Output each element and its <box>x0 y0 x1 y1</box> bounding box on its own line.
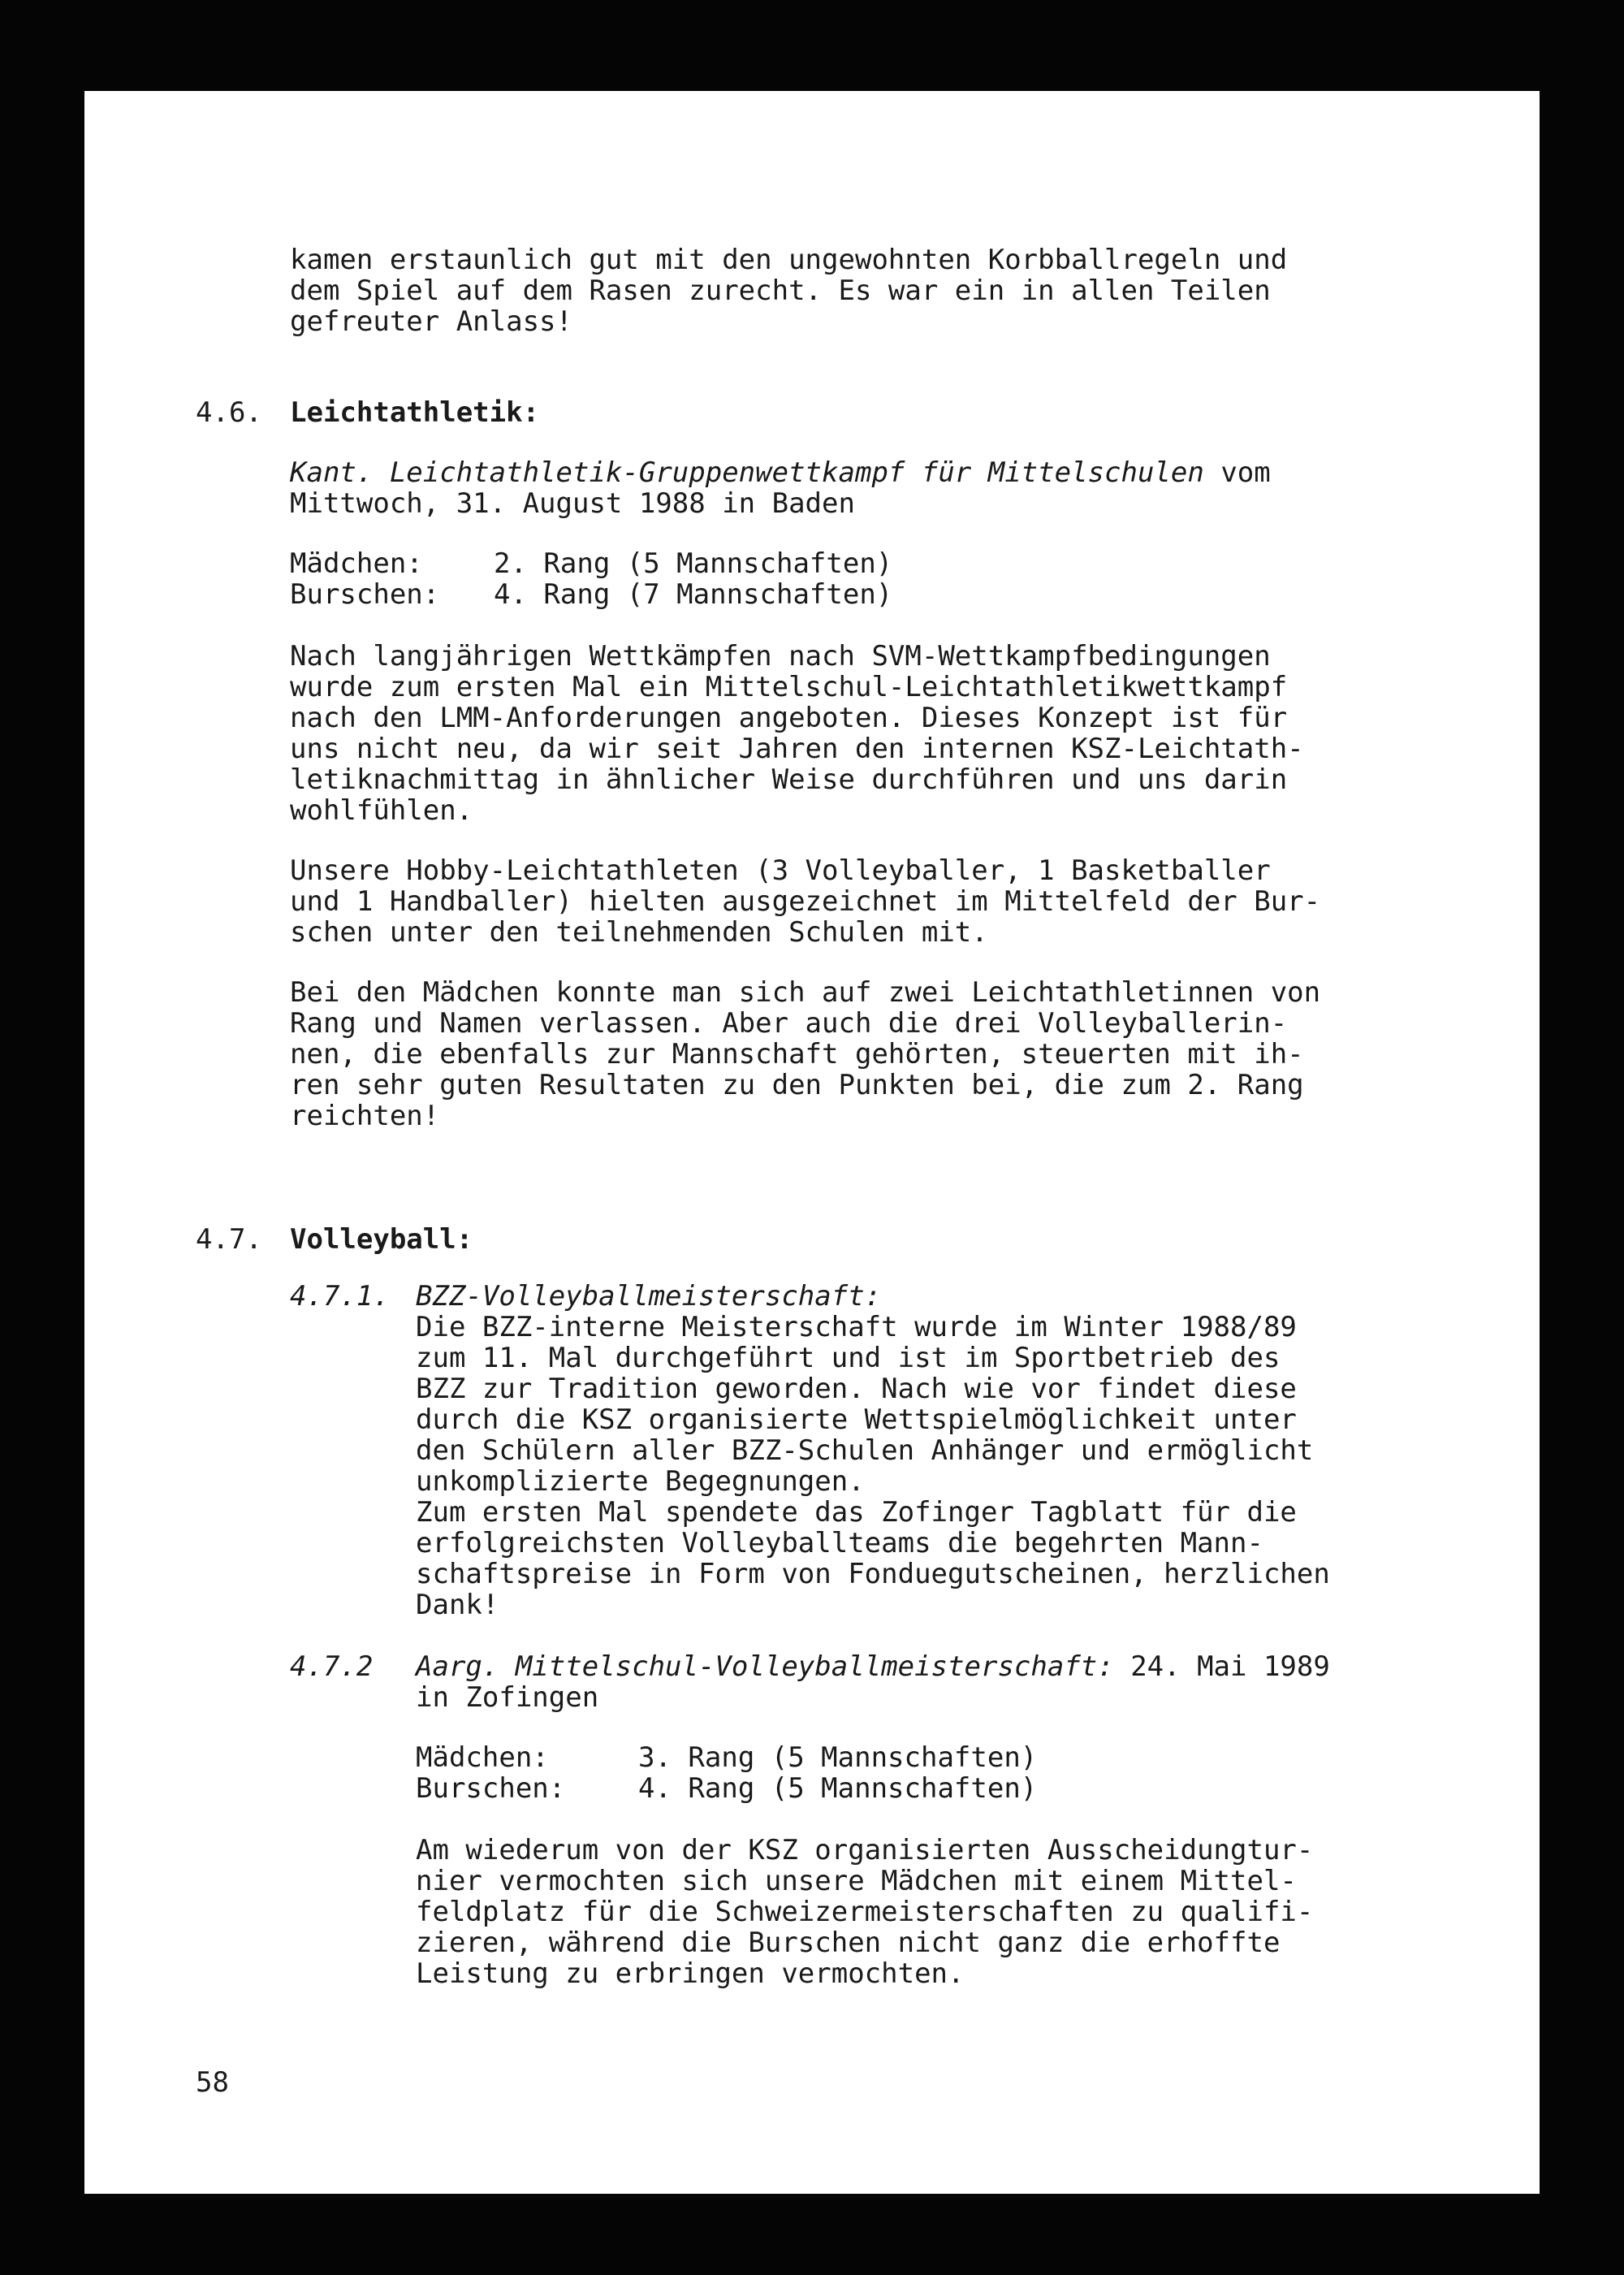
intro-line: dem Spiel auf dem Rasen zurecht. Es war ein in allen Teilen <box>290 275 1271 307</box>
section-number: 4.6. <box>196 396 262 429</box>
subsection-date: 24. Mai 1989 <box>1113 1650 1330 1683</box>
paragraph-line: Rang und Namen verlassen. Aber auch die drei Volleyballerin- <box>290 1007 1288 1040</box>
subsection-line: nier vermochten sich unsere Mädchen mit einem Mittel- <box>416 1865 1297 1897</box>
paragraph-line: schen unter den teilnehmenden Schulen mit. <box>290 916 988 949</box>
subsection-number: 4.7.1. <box>290 1280 390 1313</box>
intro-line: kamen erstaunlich gut mit den ungewohnten Korbballregeln und <box>290 244 1288 276</box>
subsection-title-line <box>416 1651 1330 1682</box>
subsection-line: schaftspreise in Form von Fonduegutscheinen, herzlichen <box>416 1558 1330 1590</box>
subsection-line: Zum ersten Mal spendete das Zofinger Tagblatt für die <box>416 1496 1297 1529</box>
event-title-rest: vom <box>1203 456 1271 489</box>
result-value: 4. Rang (5 Mannschaften) <box>638 1772 1038 1805</box>
subsection-line: feldplatz für die Schweizermeisterschaften zu qualifi- <box>416 1896 1314 1928</box>
subsection-line: zieren, während die Burschen nicht ganz die erhoffte <box>416 1927 1281 1959</box>
result-label: Mädchen: <box>290 547 423 580</box>
subsection-line: den Schülern aller BZZ-Schulen Anhänger und ermöglicht <box>416 1434 1314 1467</box>
subsection-line: unkomplizierte Begegnungen. <box>416 1465 865 1498</box>
paragraph-line: und 1 Handballer) hielten ausgezeichnet im Mittelfeld der Bur- <box>290 885 1321 918</box>
scan-border-right <box>1540 0 1624 2275</box>
event-line <box>290 457 1271 488</box>
result-label: Burschen: <box>416 1772 566 1805</box>
result-value: 2. Rang (5 Mannschaften) <box>494 547 893 580</box>
subsection-line: BZZ zur Tradition geworden. Nach wie vor findet diese <box>416 1373 1297 1405</box>
paragraph-line: nen, die ebenfalls zur Mannschaft gehörten, steuerten mit ih- <box>290 1038 1304 1070</box>
subsection-line: Leistung zu erbringen vermochten. <box>416 1957 965 1990</box>
intro-line: gefreuter Anlass! <box>290 305 572 338</box>
subsection-title: Aarg. Mittelschul-Volleyballmeisterschaft: <box>416 1650 1114 1683</box>
event-date: Mittwoch, 31. August 1988 in Baden <box>290 487 855 520</box>
section-title: Volleyball: <box>290 1223 473 1256</box>
result-label: Burschen: <box>290 578 440 611</box>
scan-border-top <box>0 0 1624 91</box>
result-value: 3. Rang (5 Mannschaften) <box>638 1741 1038 1774</box>
subsection-line: Die BZZ-interne Meisterschaft wurde im Winter 1988/89 <box>416 1311 1297 1343</box>
paragraph-line: reichten! <box>290 1100 440 1132</box>
paragraph-line: wohlfühlen. <box>290 794 473 827</box>
section-title: Leichtathletik: <box>290 396 540 429</box>
subsection-title: BZZ-Volleyballmeisterschaft: <box>416 1280 882 1313</box>
subsection-line: zum 11. Mal durchgeführt und ist im Sportbetrieb des <box>416 1342 1281 1374</box>
paragraph-line: letiknachmittag in ähnlicher Weise durchführen und uns darin <box>290 763 1288 796</box>
subsection-line: durch die KSZ organisierte Wettspielmöglichkeit unter <box>416 1403 1297 1436</box>
paragraph-line: Bei den Mädchen konnte man sich auf zwei Leichtathletinnen von <box>290 976 1321 1009</box>
page-number: 58 <box>196 2066 229 2099</box>
paragraph-line: uns nicht neu, da wir seit Jahren den internen KSZ-Leichtath- <box>290 733 1304 765</box>
subsection-line: Dank! <box>416 1589 499 1621</box>
subsection-location: in Zofingen <box>416 1681 599 1714</box>
event-title: Kant. Leichtathletik-Gruppenwettkampf für Mittelschulen <box>290 456 1204 489</box>
subsection-number: 4.7.2 <box>290 1650 374 1683</box>
paragraph-line: nach den LMM-Anforderungen angeboten. Dieses Konzept ist für <box>290 702 1288 734</box>
subsection-line: erfolgreichsten Volleyballteams die begehrten Mann- <box>416 1527 1263 1559</box>
result-label: Mädchen: <box>416 1741 549 1774</box>
paragraph-line: ren sehr guten Resultaten zu den Punkten bei, die zum 2. Rang <box>290 1069 1304 1101</box>
paragraph-line: Unsere Hobby-Leichtathleten (3 Volleyballer, 1 Basketballer <box>290 854 1271 887</box>
section-number: 4.7. <box>196 1223 262 1256</box>
scan-border-bottom <box>0 2194 1624 2275</box>
paragraph-line: Nach langjährigen Wettkämpfen nach SVM-Wettkampfbedingungen <box>290 640 1271 673</box>
result-value: 4. Rang (7 Mannschaften) <box>494 578 893 611</box>
paragraph-line: wurde zum ersten Mal ein Mittelschul-Leichtathletikwettkampf <box>290 671 1288 703</box>
subsection-line: Am wiederum von der KSZ organisierten Ausscheidungtur- <box>416 1834 1314 1866</box>
scan-border-left <box>0 0 84 2275</box>
